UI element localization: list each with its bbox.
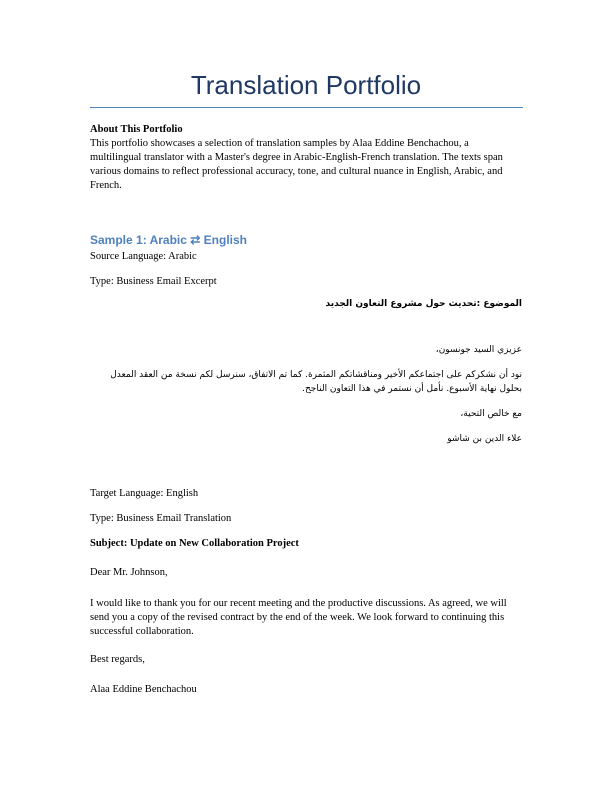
arabic-signature: علاء الدين بن شاشو [447, 434, 522, 444]
target-language: Target Language: English [90, 488, 199, 499]
arabic-body: نود أن نشكركم على اجتماعكم الأخير ومناقشاتكم المثمرة. كما تم الاتفاق، سنرسل لكم نسخة من العقد المعدل بحلول نهاية الأسبوع. نأمل أن نستمر في هذا التعاون الناجح. [110, 370, 522, 394]
english-greeting: Dear Mr. Johnson, [90, 567, 168, 578]
english-signature: Alaa Eddine Benchachou [90, 684, 197, 695]
arabic-greeting: عزيزي السيد جونسون، [435, 345, 522, 355]
source-type: Type: Business Email Excerpt [90, 276, 217, 287]
source-language: Source Language: Arabic [90, 251, 197, 262]
target-type: Type: Business Email Translation [90, 513, 232, 524]
english-closing: Best regards, [90, 654, 145, 665]
english-subject: Subject: Update on New Collaboration Project [90, 538, 299, 549]
about-body: This portfolio showcases a selection of translation samples by Alaa Eddine Benchachou, a multilingual translator with a Master's degree in Arabic-English-French translation. The texts span various domains to reflect professional accuracy, tone, and cultural nuance in English, Arabic, and French. [90, 138, 503, 191]
title-divider [90, 107, 523, 108]
about-heading: About This Portfolio [90, 124, 183, 135]
english-body: I would like to thank you for our recent meeting and the productive discussions. As agreed, we will send you a copy of the revised contract by the end of the week. We look forward to continuing this successful collaboration. [90, 598, 507, 637]
arabic-closing: مع خالص التحية، [460, 409, 522, 419]
page-title: Translation Portfolio [190, 70, 422, 100]
sample-1-heading: Sample 1: Arabic ⇄ English [90, 233, 247, 247]
arabic-subject: الموضوع :تحديث حول مشروع التعاون الجديد [325, 299, 522, 309]
